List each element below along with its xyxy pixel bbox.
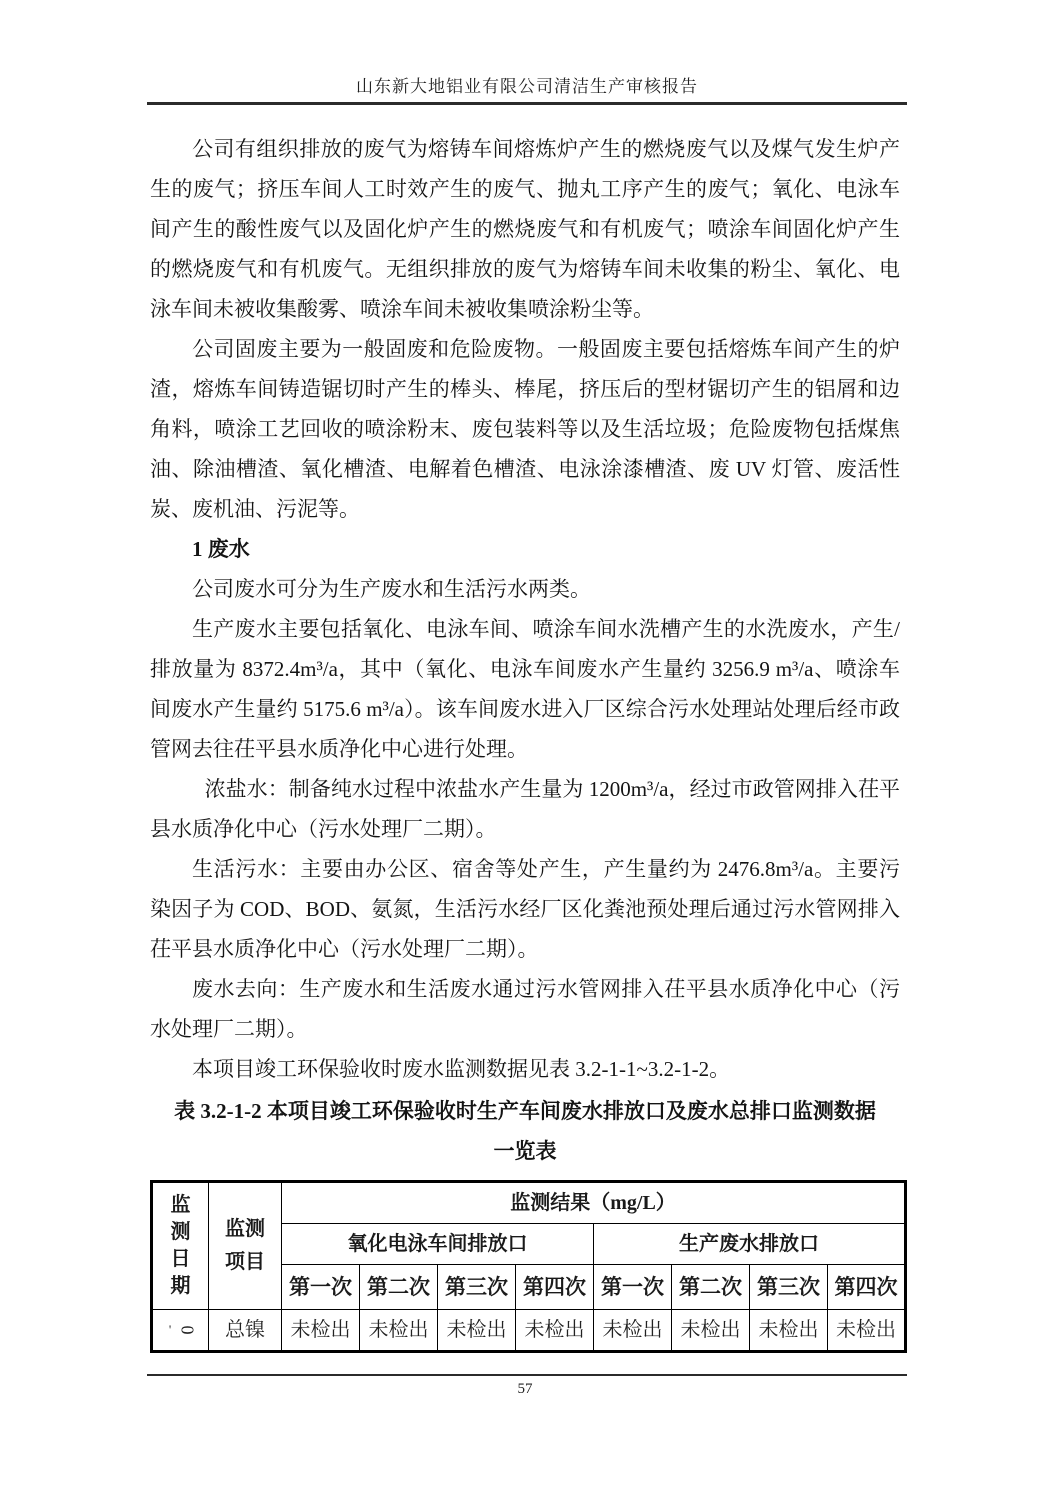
table-header-run: 第三次 <box>438 1265 516 1310</box>
table-header-run: 第一次 <box>282 1265 360 1310</box>
table-header-run: 第四次 <box>516 1265 594 1310</box>
cell-result: 未检出 <box>828 1310 906 1352</box>
document-content <box>150 129 900 1353</box>
paragraph-domestic-sewage: 生活污水：主要由办公区、宿舍等处产生，产生量约为 2476.8m³/a。主要污染因子为 COD、BOD、氨氮，生活污水经厂区化粪池预处理后通过污水管网排入茌平县水质净化中心（污水处理厂二期）。 <box>150 857 900 961</box>
cell-result: 未检出 <box>516 1310 594 1352</box>
cell-result: 未检出 <box>594 1310 672 1352</box>
table-row <box>152 1310 906 1352</box>
table-header-production-outlet: 生产废水排放口 <box>594 1224 906 1265</box>
table-header-run: 第二次 <box>360 1265 438 1310</box>
cell-result: 未检出 <box>282 1310 360 1352</box>
cell-monitor-date <box>152 1310 209 1352</box>
paragraph-waste-gas: 公司有组织排放的废气为熔铸车间熔炼炉产生的燃烧废气以及煤气发生炉产生的废气；挤压车间人工时效产生的废气、抛丸工序产生的废气；氧化、电泳车间产生的酸性废气以及固化炉产生的燃烧废气和有机废气；喷涂车间固化炉产生的燃烧废气和有机废气。无组织排放的废气为熔铸车间未收集的粉尘、氧化、电泳车间未被收集酸雾、喷涂车间未被收集喷涂粉尘等。 <box>150 137 900 321</box>
date-fragment-mark: ' <box>168 1322 172 1337</box>
date-fragment-digit: 0 <box>177 1325 198 1335</box>
table-title-line1: 表 3.2-1-2 本项目竣工环保验收时生产车间废水排放口及废水总排口监测数据 <box>174 1099 876 1123</box>
cell-result: 未检出 <box>438 1310 516 1352</box>
table-header-run: 第一次 <box>594 1265 672 1310</box>
footer-rule <box>147 1374 907 1376</box>
section-heading-wastewater: 1 废水 <box>192 537 250 561</box>
table-title <box>150 1091 900 1171</box>
cell-monitor-item: 总镍 <box>209 1310 282 1352</box>
table-title-line2: 一览表 <box>493 1139 557 1163</box>
table-header-run: 第四次 <box>828 1265 906 1310</box>
table-header-monitor-item: 监测项目 <box>209 1182 282 1310</box>
table-header-run: 第三次 <box>750 1265 828 1310</box>
table-header-oxidation-outlet: 氧化电泳车间排放口 <box>282 1224 594 1265</box>
table-header-monitor-date: 监测日期 <box>152 1182 209 1310</box>
header-rule <box>147 102 907 105</box>
table-header-result: 监测结果（mg/L） <box>282 1182 906 1224</box>
paragraph-wastewater-types: 公司废水可分为生产废水和生活污水两类。 <box>192 577 591 601</box>
cell-result: 未检出 <box>360 1310 438 1352</box>
paragraph-monitoring-reference: 本项目竣工环保验收时废水监测数据见表 3.2-1-1~3.2-1-2。 <box>192 1057 731 1081</box>
cell-result: 未检出 <box>750 1310 828 1352</box>
page-header-title: 山东新大地铝业有限公司清洁生产审核报告 <box>356 77 698 96</box>
table-header-run: 第二次 <box>672 1265 750 1310</box>
wastewater-monitoring-table <box>150 1180 907 1353</box>
page-number: 57 <box>517 1381 533 1397</box>
paragraph-wastewater-direction: 废水去向：生产废水和生活废水通过污水管网排入茌平县水质净化中心（污水处理厂二期）。 <box>150 977 900 1041</box>
paragraph-brine-water: 浓盐水：制备纯水过程中浓盐水产生量为 1200m³/a，经过市政管网排入茌平县水质净化中心（污水处理厂二期）。 <box>150 777 900 841</box>
paragraph-solid-waste: 公司固废主要为一般固废和危险废物。一般固废主要包括熔炼车间产生的炉渣，熔炼车间铸造锯切时产生的棒头、棒尾，挤压后的型材锯切产生的铝屑和边角料，喷涂工艺回收的喷涂粉末、废包装料等以及生活垃圾；危险废物包括煤焦油、除油槽渣、氧化槽渣、电解着色槽渣、电泳涂漆槽渣、废 UV 灯管、废活性炭、废机油、污泥等。 <box>150 337 900 521</box>
paragraph-production-wastewater: 生产废水主要包括氧化、电泳车间、喷涂车间水洗槽产生的水洗废水，产生/排放量为 8372.4m³/a，其中（氧化、电泳车间废水产生量约 3256.9 m³/a、喷涂车间废水产生量约 5175.6 m³/a）。该车间废水进入厂区综合污水处理站处理后经市政管网去往茌平县水质净化中心进行处理。 <box>150 617 900 761</box>
cell-result: 未检出 <box>672 1310 750 1352</box>
